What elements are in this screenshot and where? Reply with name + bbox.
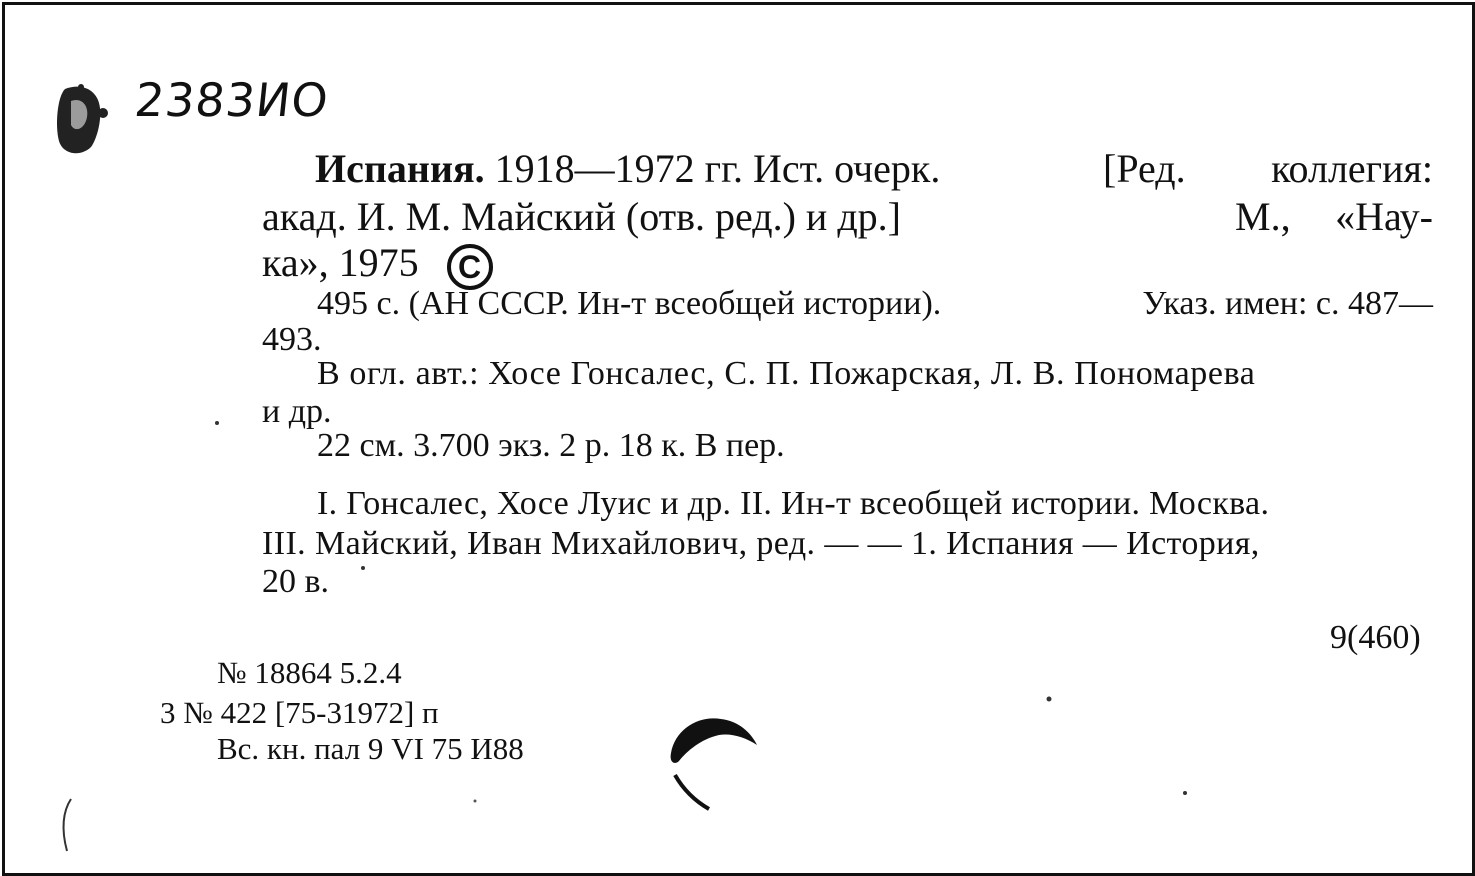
dust-specks — [5, 5, 1472, 873]
tracing-line-1: I. Гонсалес, Хосе Луис и др. II. Ин-т всеобщей истории. Москва. — [317, 485, 1270, 522]
authors-cont: и др. — [262, 393, 332, 430]
editor-names: акад. И. М. Майский (отв. ред.) и др.] — [262, 194, 902, 239]
tracing-line-3: 20 в. — [262, 563, 330, 600]
publisher-year: ка», 1975 — [262, 240, 419, 285]
title: Испания. — [315, 146, 485, 191]
imprint-line-1: № 18864 5.2.4 — [217, 655, 402, 690]
catalog-card — [2, 2, 1475, 876]
index-note: Указ. имен: с. 487— — [1142, 285, 1433, 322]
call-number: 2383ИО — [132, 73, 332, 127]
imprint-line-2: 3 № 422 [75-31972] п — [160, 695, 439, 730]
classification-number: 9(460) — [1330, 619, 1421, 656]
editor-label-b: коллегия: — [1271, 146, 1433, 191]
editor-label-a: [Ред. — [1103, 146, 1186, 191]
place: М., — [1235, 194, 1291, 239]
tracing-line-2: III. Майский, Иван Михайлович, ред. — — 1. Испания — История, — [262, 525, 1260, 562]
authors-line: В огл. авт.: Хосе Гонсалес, С. П. Пожарская, Л. В. Пономарева — [317, 355, 1256, 392]
pagination: 495 с. (АН СССР. Ин-т всеобщей истории). — [317, 285, 942, 322]
physical-description: 22 см. 3.700 экз. 2 р. 18 к. В пер. — [317, 427, 785, 464]
title-rest: 1918—1972 гг. Ист. очерк. — [494, 146, 941, 191]
pages-cont: 493. — [262, 321, 322, 358]
imprint-line-3: Вс. кн. пал 9 VI 75 И88 — [217, 731, 524, 766]
publisher-start: «Нау- — [1335, 194, 1433, 239]
copyright-icon: C — [447, 244, 493, 290]
